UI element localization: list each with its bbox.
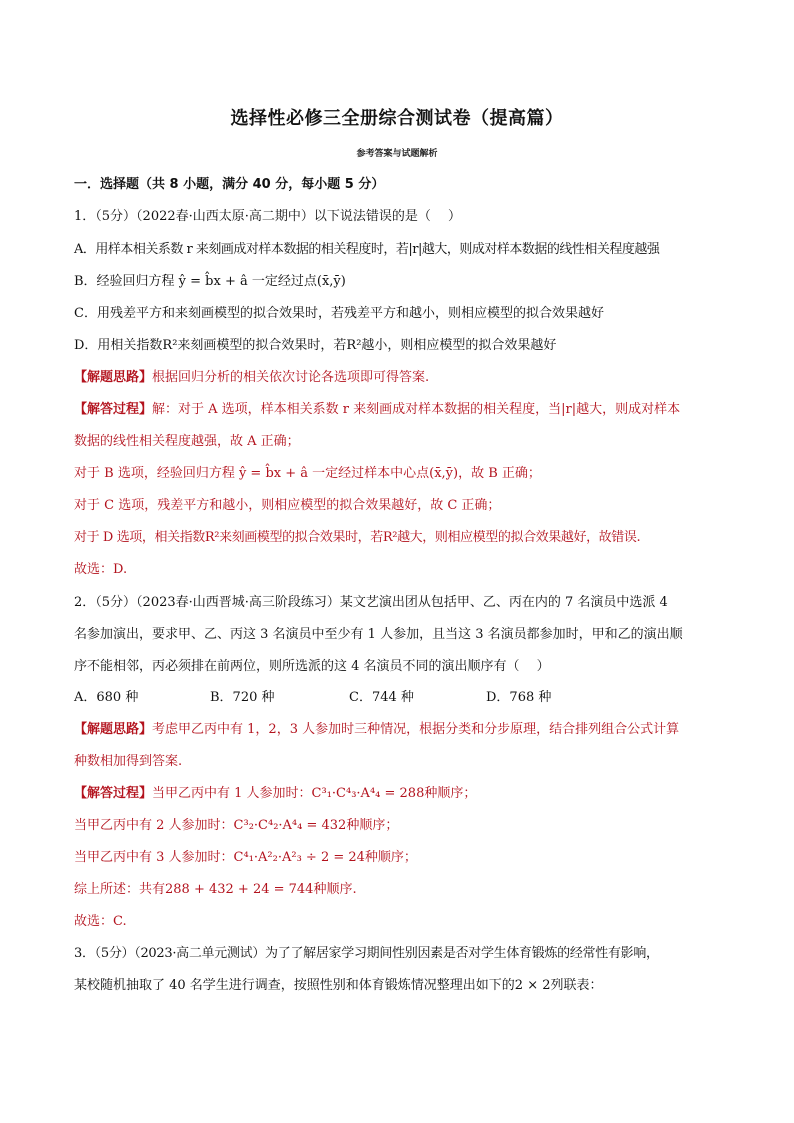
q2-solution-line: 种数相加得到答案. [74, 754, 183, 769]
solution-idea-text: 根据回归分析的相关依次讨论各选项即可得答案. [152, 370, 430, 385]
q2-solution-idea [74, 720, 734, 740]
q1-option-d: D．用相关指数R²来刻画模型的拟合效果时，若R²越小，则相应模型的拟合效果越好 [74, 338, 557, 353]
q2-solution-process [74, 784, 734, 804]
q2-stem-line: 2．（5分）（2023春·山西晋城·高三阶段练习）某文艺演出团从包括甲、乙、丙在内的 7 名演员中选派 4 [74, 595, 668, 610]
q1-option-b: B．经验回归方程 ŷ = b̂x + â 一定经过点(x̄,ȳ) [74, 274, 346, 289]
q2-option-a: A．680 种 [74, 690, 139, 705]
solution-process-text: 解：对于 A 选项，样本相关系数 r 来刻画成对样本数据的相关程度，当|r|越大，则成对样本 [152, 402, 681, 417]
q2-solution-line: 综上所述：共有288 + 432 + 24 = 744种顺序. [74, 882, 357, 897]
solution-idea-text: 考虑甲乙丙中有 1，2，3 人参加时三种情况，根据分类和分步原理，结合排列组合公式计算 [152, 722, 680, 737]
q2-option-d: D．768 种 [486, 690, 552, 705]
section-heading: 一．选择题（共 8 小题，满分 40 分，每小题 5 分） [74, 177, 385, 192]
q1-option-c: C．用残差平方和来刻画模型的拟合效果时，若残差平方和越小，则相应模型的拟合效果越好 [74, 306, 604, 321]
page-subtitle: 参考答案与试题解析 [356, 149, 438, 159]
q2-solution-line: 当甲乙丙中有 2 人参加时：C³₂·C⁴₂·A⁴₄ = 432种顺序； [74, 818, 399, 833]
q3-stem-line: 3．（5分）（2023·高二单元测试）为了了解居家学习期间性别因素是否对学生体育锻炼的经常性有影响， [74, 946, 659, 961]
solution-idea-tag: 【解题思路】 [74, 370, 153, 385]
solution-process-tag: 【解答过程】 [74, 786, 153, 801]
q2-option-c: C．744 种 [349, 690, 414, 705]
q1-solution-process [74, 400, 734, 420]
q2-option-b: B．720 种 [210, 690, 275, 705]
solution-process-tag: 【解答过程】 [74, 402, 153, 417]
q3-stem-line: 某校随机抽取了 40 名学生进行调查，按照性别和体育锻炼情况整理出如下的2 × 2列联表： [74, 978, 603, 993]
page-title: 选择性必修三全册综合测试卷（提高篇） [230, 108, 564, 129]
q1-solution-line: 对于 D 选项，相关指数R²来刻画模型的拟合效果时，若R²越大，则相应模型的拟合效果越好，故错误. [74, 530, 641, 545]
q2-stem-line: 名参加演出，要求甲、乙、丙这 3 名演员中至少有 1 人参加，且当这 3 名演员都参加时，甲和乙的演出顺 [74, 627, 683, 642]
q2-answer: 故选：C. [74, 914, 127, 929]
q2-stem-line: 序不能相邻，丙必须排在前两位，则所选派的这 4 名演员不同的演出顺序有（ ） [74, 659, 550, 674]
q1-option-a: A．用样本相关系数 r 来刻画成对样本数据的相关程度时，若|r|越大，则成对样本数据的线性相关程度越强 [74, 242, 660, 257]
q1-answer: 故选：D. [74, 562, 128, 577]
q1-stem: 1．（5分）（2022春·山西太原·高二期中）以下说法错误的是（ ） [74, 209, 462, 224]
solution-process-text: 当甲乙丙中有 1 人参加时：C³₁·C⁴₃·A⁴₄ = 288种顺序； [152, 786, 477, 801]
q1-solution-idea [74, 368, 734, 388]
solution-idea-tag: 【解题思路】 [74, 722, 153, 737]
q2-options [74, 688, 734, 708]
q1-solution-line: 对于 B 选项，经验回归方程 ŷ = b̂x + â 一定经过样本中心点(x̄,ȳ)，故 B 正确； [74, 466, 541, 481]
q1-solution-line: 数据的线性相关程度越强，故 A 正确； [74, 434, 300, 449]
q1-solution-line: 对于 C 选项，残差平方和越小，则相应模型的拟合效果越好，故 C 正确； [74, 498, 501, 513]
q2-solution-line: 当甲乙丙中有 3 人参加时：C⁴₁·A²₂·A²₃ ÷ 2 = 24种顺序； [74, 850, 417, 865]
